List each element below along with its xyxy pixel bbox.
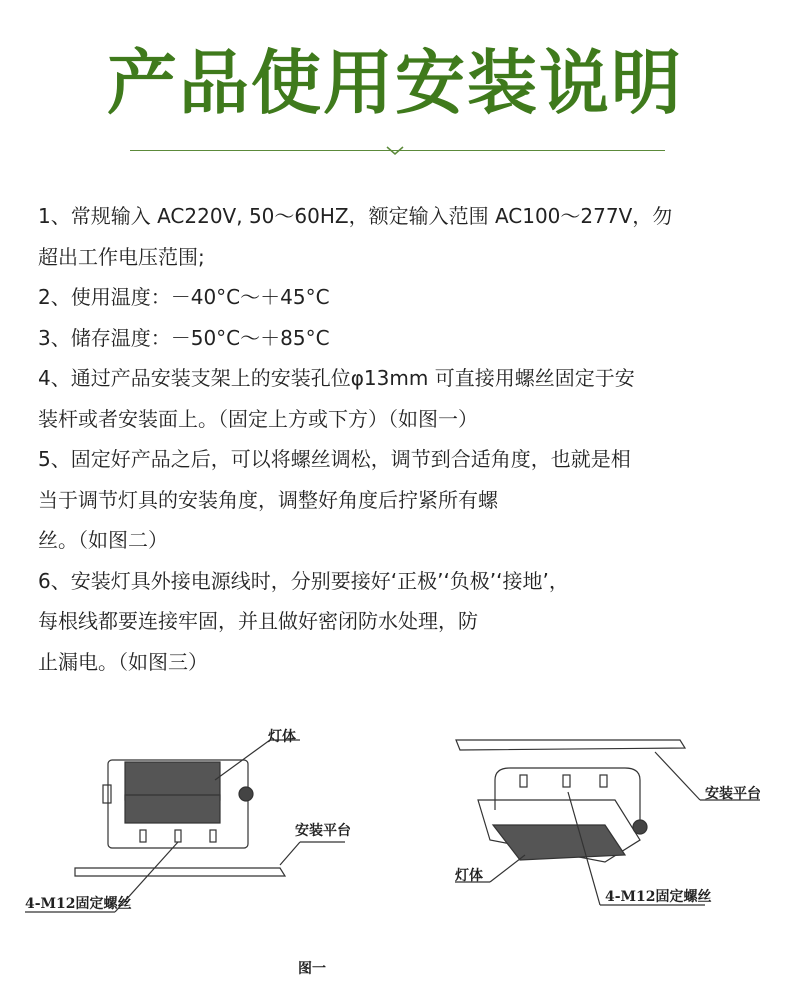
instruction-line: 每根线都要连接牢固，并且做好密闭防水处理，防 bbox=[38, 609, 478, 633]
instruction-line: 4、通过产品安装支架上的安装孔位φ13mm 可直接用螺丝固定于安 bbox=[38, 366, 635, 390]
instruction-line: 当于调节灯具的安装角度，调整好角度后拧紧所有螺 bbox=[38, 487, 498, 512]
instruction-line: 止漏电。（如图三） bbox=[38, 649, 208, 674]
instruction-line: 丝。（如图二） bbox=[38, 528, 168, 552]
instructions bbox=[38, 196, 778, 682]
figure-caption: 图一 bbox=[298, 961, 326, 977]
instruction-line: 1、常规输入 AC220V, 50～60HZ，额定输入范围 AC100～277V，勿 bbox=[38, 204, 673, 228]
instruction-line: 超出工作电压范围; bbox=[38, 244, 205, 269]
instruction-line: 3、储存温度：－50°C～＋85°C bbox=[38, 325, 330, 350]
label-screws-left: 4-M12固定螺丝 bbox=[25, 896, 132, 912]
label-lamp-left: 灯体 bbox=[268, 729, 296, 745]
label-platform-left: 安装平台 bbox=[295, 823, 351, 839]
instruction-line: 6、安装灯具外接电源线时，分别要接好‘正极’‘负极’‘接地’， bbox=[38, 568, 569, 593]
label-screws-right: 4-M12固定螺丝 bbox=[605, 889, 712, 905]
instruction-line: 2、使用温度：－40°C～＋45°C bbox=[38, 285, 330, 309]
instruction-line: 5、固定好产品之后，可以将螺丝调松，调节到合适角度，也就是相 bbox=[38, 447, 631, 471]
right-lamp-drawing bbox=[455, 740, 760, 905]
installation-diagram bbox=[0, 700, 790, 960]
chevron-down-icon bbox=[386, 146, 404, 156]
label-lamp-right: 灯体 bbox=[455, 868, 483, 884]
instruction-line: 装杆或者安装面上。（固定上方或下方）（如图一） bbox=[38, 406, 478, 431]
page-title: 产品使用安装说明 bbox=[107, 42, 683, 124]
label-platform-right: 安装平台 bbox=[705, 786, 761, 802]
